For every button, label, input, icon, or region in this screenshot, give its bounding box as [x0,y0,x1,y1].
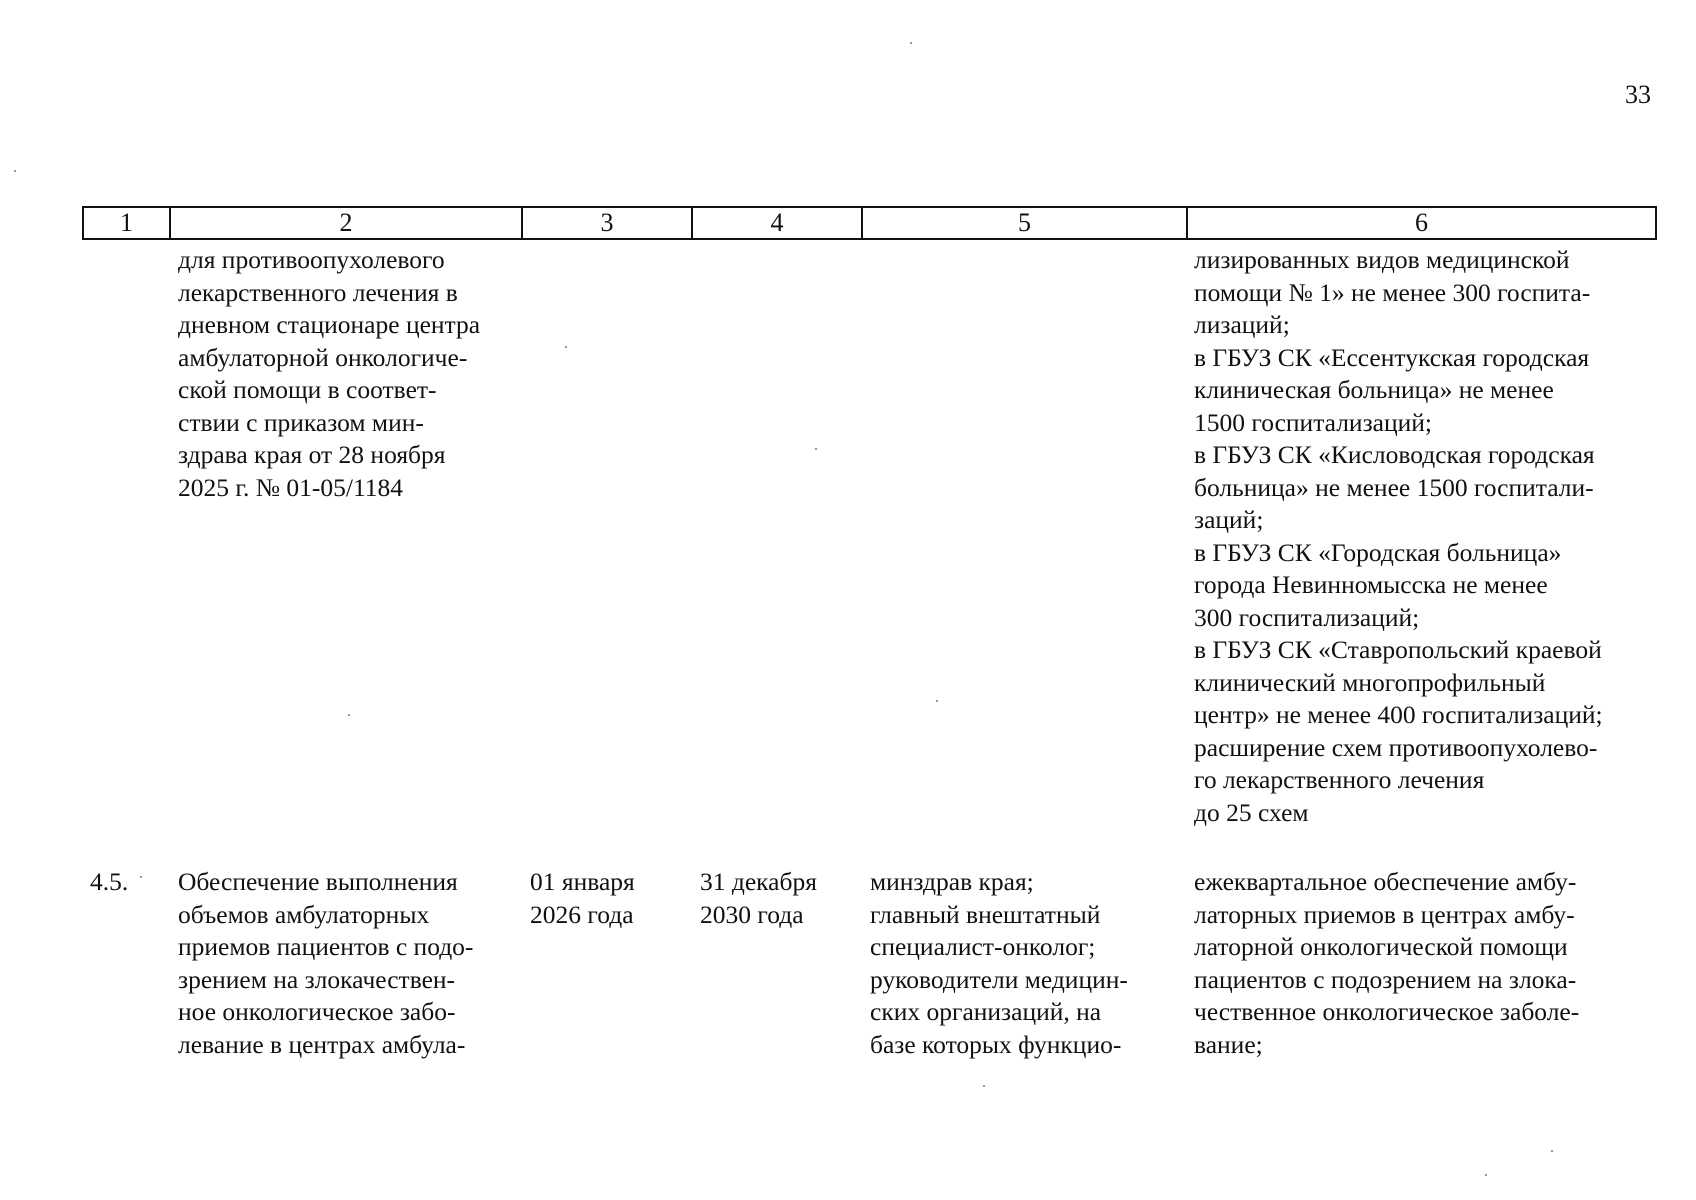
cell-line: 300 госпитализаций; [1194,602,1420,632]
page-number: 33 [1625,80,1651,109]
cell-line: 31 декабря [700,867,817,896]
cell-line: помощи № 1» не менее 300 госпита- [1194,277,1591,307]
cell-line: лизированных видов медицинской [1194,245,1570,274]
cell-line: 1500 госпитализаций; [1194,407,1432,437]
cell-line: в ГБУЗ СК «Городская больница» [1194,537,1562,567]
header-col-5: 5 [862,207,1187,239]
row2-result-text [1194,866,1640,1061]
row1-measure-text [178,244,510,504]
header-col-6: 6 [1187,207,1656,239]
cell-line: приемов пациентов с подо- [178,932,474,961]
row2-responsible [870,866,1170,1061]
row2-end-date [700,866,860,931]
cell-line: минздрав края; [870,867,1034,896]
cell-line: для противоопухолевого [178,245,445,274]
scan-speck [1551,1150,1553,1152]
cell-line: главный внештатный [870,899,1101,929]
cell-line: ской помощи в соответ- [178,375,437,404]
cell-line: в ГБУЗ СК «Ессентукская городская [1194,342,1590,372]
cell-line: базе которых функцио- [870,1029,1122,1059]
header-col-2: 2 [170,207,522,239]
cell-line: клинический многопрофильный [1194,667,1546,697]
cell-line: амбулаторной онкологиче- [178,342,468,372]
cell-line: ских организаций, на [870,997,1102,1026]
scan-speck [983,1085,985,1087]
cell-line: 01 января [530,867,635,896]
cell-line: объемов амбулаторных [178,899,430,929]
scan-speck [910,42,912,44]
cell-line: города Невинномысска не менее [1194,570,1548,599]
cell-line: 2025 г. № 01-05/1184 [178,472,404,502]
row2-measure-text [178,866,510,1061]
header-row [83,207,1656,239]
cell-line: дневном стационаре центра [178,310,481,339]
row1-result-text [1194,244,1640,829]
cell-line: 2030 года [700,899,804,929]
cell-line: левание в центрах амбула- [178,1029,466,1059]
table-header [82,206,1657,240]
scan-speck [348,714,350,716]
cell-line: лизаций; [1194,310,1290,339]
cell-line: руководители медицин- [870,964,1128,994]
scan-speck [140,876,142,878]
cell-line: латорной онкологической помощи [1194,932,1568,961]
scan-speck [565,346,567,348]
cell-line: центр» не менее 400 госпитализаций; [1194,700,1603,729]
cell-line: Обеспечение выполнения [178,867,458,896]
header-col-3: 3 [522,207,692,239]
cell-line: специалист-онколог; [870,932,1096,961]
header-col-4: 4 [692,207,862,239]
row2-number: 4.5. [90,867,129,896]
cell-line: здрава края от 28 ноября [178,440,446,469]
cell-line: вание; [1194,1029,1263,1059]
cell-line: до 25 схем [1194,797,1309,827]
cell-line: чественное онкологическое заболе- [1194,997,1580,1026]
cell-line: в ГБУЗ СК «Кисловодская городская [1194,440,1595,469]
cell-line: в ГБУЗ СК «Ставропольский краевой [1194,635,1602,664]
cell-line: ежеквартальное обеспечение амбу- [1194,867,1577,896]
cell-line: зрением на злокачествен- [178,964,456,994]
cell-line: расширение схем противоопухолево- [1194,732,1598,762]
cell-line: го лекарственного лечения [1194,765,1485,794]
cell-line: 2026 года [530,899,634,929]
cell-line: латорных приемов в центрах амбу- [1194,899,1575,929]
cell-line: больница» не менее 1500 госпитали- [1194,472,1594,502]
cell-line: лекарственного лечения в [178,277,458,307]
scan-speck [1485,1174,1487,1176]
cell-line: ное онкологическое забо- [178,997,456,1026]
cell-line: клиническая больница» не менее [1194,375,1554,404]
header-col-1: 1 [83,207,170,239]
cell-line: ствии с приказом мин- [178,407,424,437]
cell-line: заций; [1194,505,1264,534]
row2-start-date [530,866,690,931]
cell-line: пациентов с подозрением на злока- [1194,964,1577,994]
scan-speck [14,170,16,172]
scan-speck [936,700,938,702]
scan-speck [815,448,817,450]
